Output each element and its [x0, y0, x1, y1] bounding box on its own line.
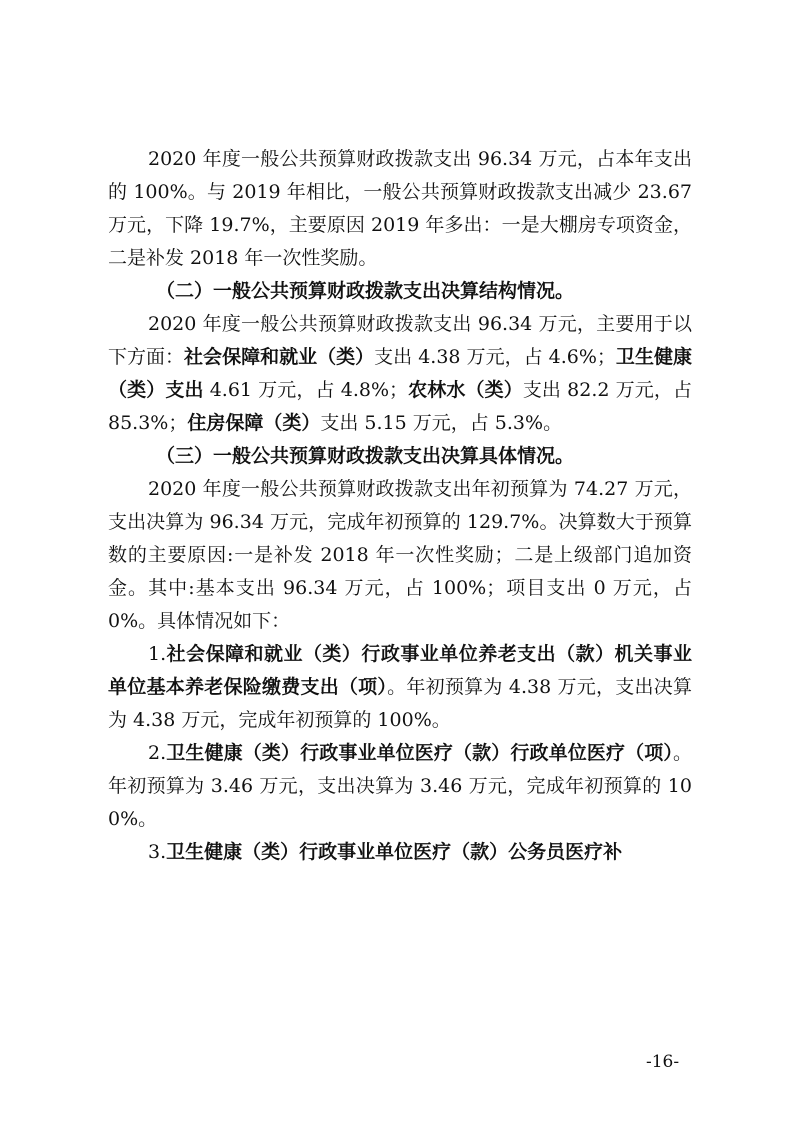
detail-item-text: 。年初预算为 4.38 万元，支出决算为 4.38 万元，完成年初预算的 100%。 [108, 676, 692, 731]
detail-item-3 [108, 836, 692, 869]
detail-item-number: 1. [148, 643, 167, 665]
detail-item-2 [108, 737, 692, 836]
section-heading-structure: （二）一般公共预算财政拨款支出决算结构情况。 [156, 280, 575, 302]
detail-item-1 [108, 638, 692, 737]
category-social-security-amount: 支出 4.38 万元，占 4.6%； [374, 346, 616, 368]
category-agriculture: 农林水（类） [408, 379, 523, 401]
paragraph-structure-breakdown [108, 308, 692, 440]
detail-item-label: 卫生健康（类）行政事业单位医疗（款）行政单位医疗（项） [166, 742, 673, 764]
detail-item-label: 卫生健康（类）行政事业单位医疗（款）公务员医疗补 [166, 841, 623, 863]
category-agriculture-amount: 支出 82.2 万元，占 85.3%； [108, 379, 692, 434]
category-health-amount: 4.61 万元，占 4.8%； [203, 379, 409, 401]
paragraph-expenditure-summary: 2020 年度一般公共预算财政拨款支出 96.34 万元，占本年支出的 100%。与 2019 年相比，一般公共预算财政拨款支出减少 23.67 万元，下降 19.7%，主要原因 2019 年多出：一是大棚房专项资金， 二是补发 2018 年一次性奖励。 [108, 148, 692, 269]
document-body [108, 143, 692, 869]
detail-item-text: 。年初预算为 3.46 万元，支出决算为 3.46 万元，完成年初预算的 100%。 [108, 742, 692, 830]
page-number: -16- [646, 1052, 680, 1072]
detail-item-label: 社会保障和就业（类）行政事业单位养老支出（款）机关事业单位基本养老保险缴费支出（项） [108, 643, 692, 698]
paragraph-details-intro: 2020 年度一般公共预算财政拨款支出年初预算为 74.27 万元，支出决算为 96.34 万元，完成年初预算的 129.7%。决算数大于预算数的主要原因:一是补发 2018 年一次性奖励；二是上级部门追加资金。其中:基本支出 96.34 万元，占 100%；项目支出 0 万元，占 0%。具体情况如下： [108, 478, 692, 632]
section-heading-details: （三）一般公共预算财政拨款支出决算具体情况。 [156, 445, 575, 467]
detail-item-number: 2. [148, 742, 167, 764]
structure-intro: 2020 年度一般公共预算财政拨款支出 96.34 万元，主要用于以下方面： [108, 313, 692, 368]
category-housing-amount: 支出 5.15 万元，占 5.3%。 [320, 412, 563, 434]
detail-item-number: 3. [148, 841, 167, 863]
category-housing: 住房保障（类） [187, 412, 321, 434]
category-health: 卫生健康（类）支出 [108, 346, 692, 401]
category-social-security: 社会保障和就业（类） [184, 346, 375, 368]
